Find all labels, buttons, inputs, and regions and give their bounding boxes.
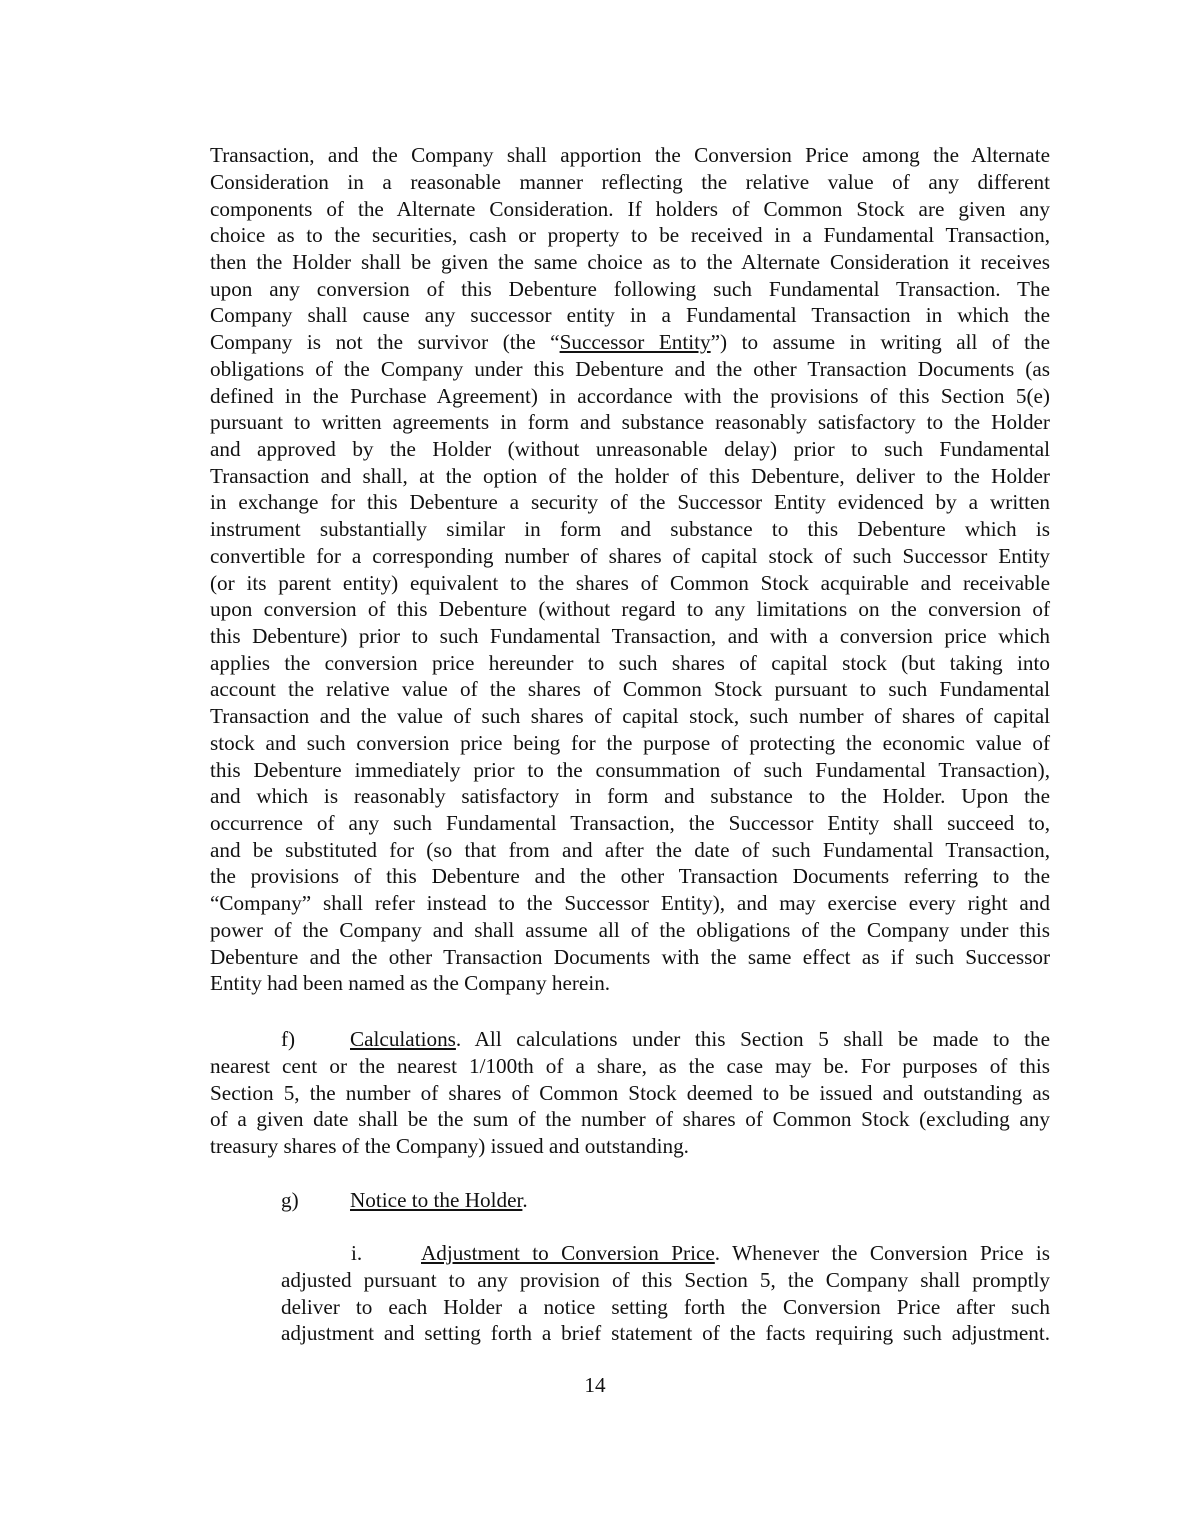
text-line: adjustment and setting forth a brief statement of the facts requiring such adjustment. bbox=[281, 1321, 1050, 1345]
text-segment: ”) to assume in writing all of the bbox=[710, 330, 1050, 354]
text-line: stock and such conversion price being for the purpose of protecting the economic value of bbox=[210, 731, 1050, 755]
text-line: deliver to each Holder a notice setting forth the Conversion Price after such bbox=[281, 1295, 1050, 1319]
text-line: components of the Alternate Consideration. If holders of Common Stock are given any bbox=[210, 197, 1050, 221]
text-line: Section 5, the number of shares of Common Stock deemed to be issued and outstanding as bbox=[210, 1081, 1050, 1105]
text-line: instrument substantially similar in form and substance to this Debenture which is bbox=[210, 517, 1050, 541]
page-number: 14 bbox=[584, 1373, 606, 1397]
text-line: adjusted pursuant to any provision of this Section 5, the Company shall promptly bbox=[281, 1268, 1050, 1292]
text-line: Transaction, and the Company shall apportion the Conversion Price among the Alternate bbox=[210, 143, 1050, 167]
text-line: (or its parent entity) equivalent to the shares of Common Stock acquirable and receivable bbox=[210, 571, 1050, 595]
text-line: and which is reasonably satisfactory in form and substance to the Holder. Upon the bbox=[210, 784, 1050, 808]
text-line: Company shall cause any successor entity in a Fundamental Transaction in which the bbox=[210, 303, 1050, 327]
text-line: nearest cent or the nearest 1/100th of a share, as the case may be. For purposes of this bbox=[210, 1054, 1050, 1078]
section-label: f) bbox=[281, 1027, 296, 1051]
section-heading: Calculations bbox=[350, 1027, 456, 1051]
section-label: g) bbox=[281, 1188, 299, 1212]
text-segment: . Whenever the Conversion Price is bbox=[714, 1241, 1051, 1265]
text-line: applies the conversion price hereunder to such shares of capital stock (but taking into bbox=[210, 651, 1050, 675]
text-line: Entity had been named as the Company herein. bbox=[210, 971, 611, 995]
subsection-heading: Adjustment to Conversion Price bbox=[421, 1241, 715, 1265]
text-line: power of the Company and shall assume all of the obligations of the Company under this bbox=[210, 918, 1050, 942]
text-line: upon conversion of this Debenture (without regard to any limitations on the conversion of bbox=[210, 597, 1050, 621]
subsection-label: i. bbox=[351, 1241, 363, 1265]
text-line: and be substituted for (so that from and after the date of such Fundamental Transaction, bbox=[210, 838, 1050, 862]
defined-term-successor-entity: Successor Entity bbox=[559, 330, 711, 354]
text-line: Transaction and the value of such shares of capital stock, such number of shares of capital bbox=[210, 704, 1050, 728]
text-line: of a given date shall be the sum of the number of shares of Common Stock (excluding any bbox=[210, 1107, 1050, 1131]
text-line: treasury shares of the Company) issued and outstanding. bbox=[210, 1134, 689, 1158]
text-line: choice as to the securities, cash or property to be received in a Fundamental Transaction, bbox=[210, 223, 1050, 247]
text-line: in exchange for this Debenture a security of the Successor Entity evidenced by a written bbox=[210, 490, 1050, 514]
text-line: obligations of the Company under this Debenture and the other Transaction Documents (as bbox=[210, 357, 1050, 381]
text-line: “Company” shall refer instead to the Successor Entity), and may exercise every right and bbox=[210, 891, 1050, 915]
text-segment: . bbox=[522, 1188, 528, 1212]
text-line: this Debenture immediately prior to the consummation of such Fundamental Transaction), bbox=[210, 758, 1050, 782]
text-line: defined in the Purchase Agreement) in accordance with the provisions of this Section 5(e) bbox=[210, 384, 1050, 408]
section-heading: Notice to the Holder bbox=[350, 1188, 523, 1212]
text-line bbox=[421, 1240, 1050, 1267]
text-line: Transaction and shall, at the option of the holder of this Debenture, deliver to the Holder bbox=[210, 464, 1050, 488]
text-line bbox=[210, 329, 1050, 356]
text-line: upon any conversion of this Debenture following such Fundamental Transaction. The bbox=[210, 277, 1050, 301]
text-line: the provisions of this Debenture and the other Transaction Documents referring to the bbox=[210, 864, 1050, 888]
section-heading-line bbox=[350, 1187, 528, 1214]
text-line: and approved by the Holder (without unreasonable delay) prior to such Fundamental bbox=[210, 437, 1050, 461]
text-segment: . All calculations under this Section 5 shall be made to the bbox=[455, 1027, 1050, 1051]
text-line: Debenture and the other Transaction Documents with the same effect as if such Successor bbox=[210, 945, 1050, 969]
text-segment: Company is not the survivor (the “ bbox=[210, 330, 560, 354]
text-line: this Debenture) prior to such Fundamental Transaction, and with a conversion price which bbox=[210, 624, 1050, 648]
text-line: account the relative value of the shares of Common Stock pursuant to such Fundamental bbox=[210, 677, 1050, 701]
text-line: occurrence of any such Fundamental Transaction, the Successor Entity shall succeed to, bbox=[210, 811, 1050, 835]
text-line: pursuant to written agreements in form and substance reasonably satisfactory to the Holder bbox=[210, 410, 1050, 434]
text-line bbox=[350, 1026, 1050, 1053]
text-line: convertible for a corresponding number of shares of capital stock of such Successor Entity bbox=[210, 544, 1050, 568]
text-line: then the Holder shall be given the same choice as to the Alternate Consideration it receives bbox=[210, 250, 1050, 274]
text-line: Consideration in a reasonable manner reflecting the relative value of any different bbox=[210, 170, 1050, 194]
